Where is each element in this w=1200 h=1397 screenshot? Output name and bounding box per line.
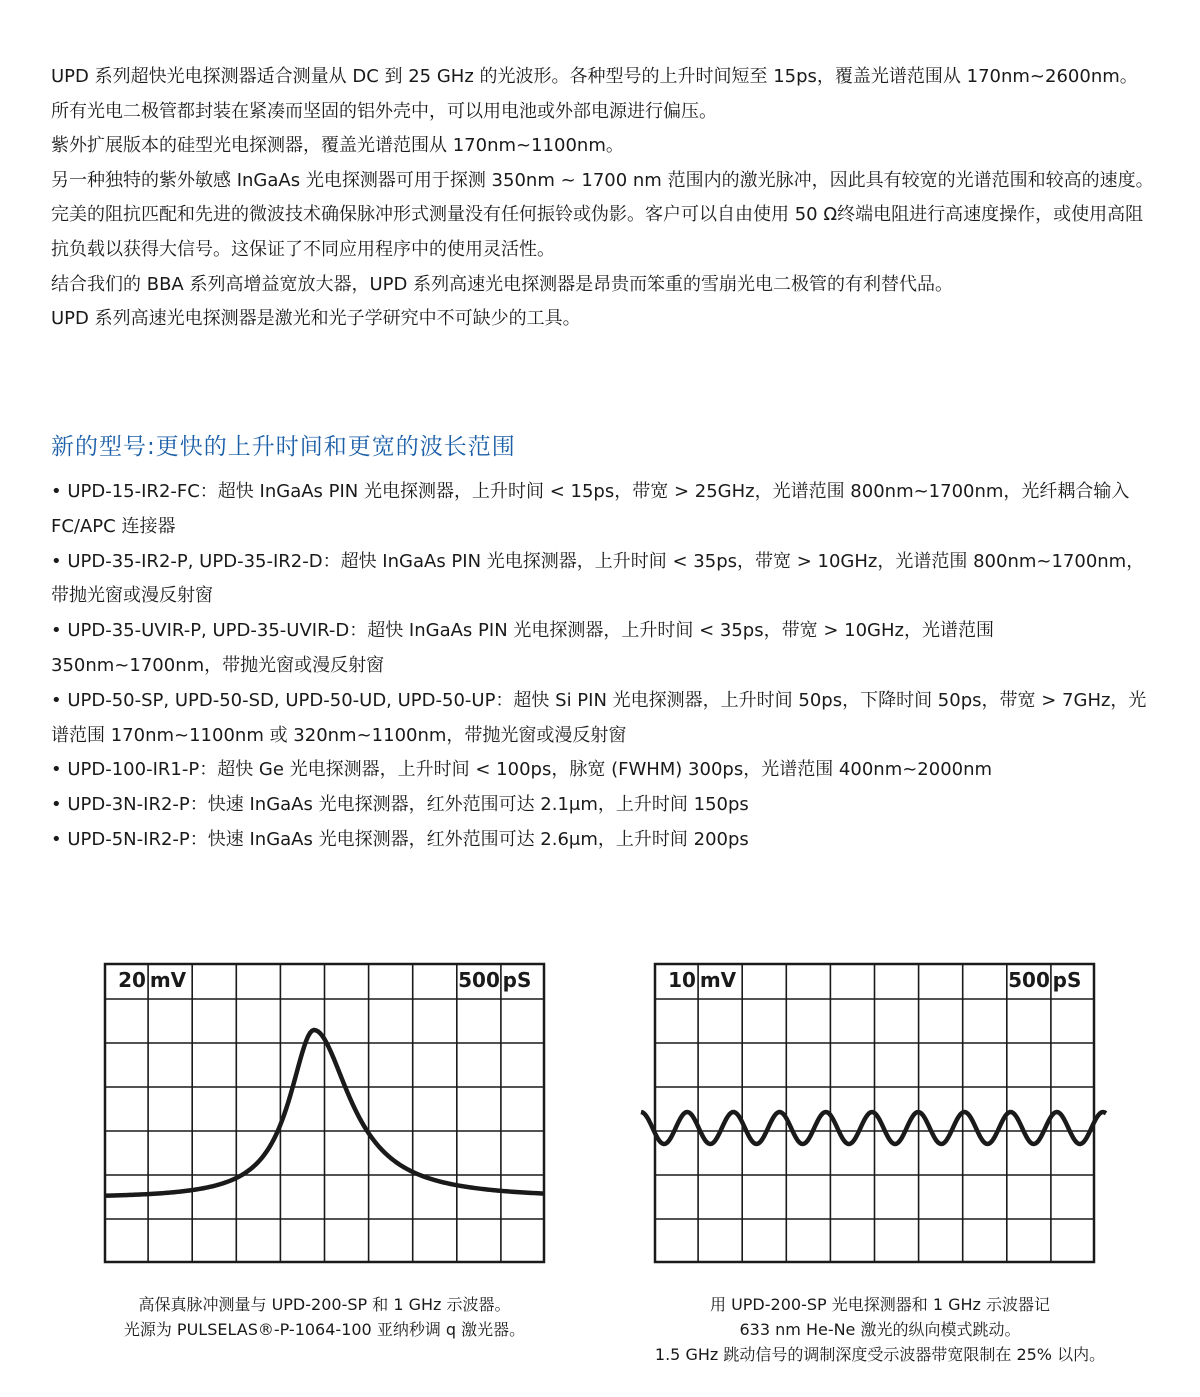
time-div-value: 500 [1008, 968, 1050, 992]
model-item: • UPD-15-IR2-FC：超快 InGaAs PIN 光电探测器，上升时间 < 15ps，带宽 > 25GHz，光谱范围 800nm~1700nm，光纤耦合输入 FC/APC 连接器 [51, 481, 1130, 537]
model-item: • UPD-50-SP, UPD-50-SD, UPD-50-UD, UPD-50-UP：超快 Si PIN 光电探测器，上升时间 50ps，下降时间 50ps，带宽 > 7GHz，光谱范围 170nm~1100nm 或 320nm~1100nm，带抛光窗或漫反射窗 [51, 689, 1147, 746]
model-item: • UPD-3N-IR2-P：快速 InGaAs 光电探测器，红外范围可达 2.1μm，上升时间 150ps [51, 794, 749, 816]
intro-paragraph: 另一种独特的紫外敏感 InGaAs 光电探测器可用于探测 350nm ~ 1700 nm 范围内的激光脉冲，因此具有较宽的光谱范围和较高的速度。 [51, 169, 1154, 191]
volt-div-unit: mV [699, 968, 737, 992]
model-list [51, 475, 1161, 858]
intro-paragraph: 完美的阻抗匹配和先进的微波技术确保脉冲形式测量没有任何振铃或伪影。客户可以自由使用 50 Ω终端电阻进行高速度操作，或使用高阻抗负载以获得大信号。这保证了不同应用程序中的使用灵活性。 [51, 204, 1144, 260]
caption-right [604, 1292, 1156, 1367]
sine-waveform [641, 1112, 1106, 1144]
intro-paragraph: UPD 系列高速光电探测器是激光和光子学研究中不可缺少的工具。 [51, 308, 581, 330]
caption-line: 633 nm He-Ne 激光的纵向模式跳动。 [739, 1320, 1021, 1339]
intro-paragraph: UPD 系列超快光电探测器适合测量从 DC 到 25 GHz 的光波形。各种型号的上升时间短至 15ps，覆盖光谱范围从 170nm~2600nm。 [51, 66, 1138, 87]
oscilloscope-left [104, 963, 545, 1263]
model-item: • UPD-5N-IR2-P：快速 InGaAs 光电探测器，红外范围可达 2.6μm，上升时间 200ps [51, 828, 749, 850]
time-div-unit: pS [1052, 968, 1082, 992]
section-heading: 新的型号:更快的上升时间和更宽的波长范围 [51, 434, 516, 460]
time-div-value: 500 [458, 968, 500, 992]
intro-paragraph: 所有光电二极管都封装在紧凑而坚固的铝外壳中，可以用电池或外部电源进行偏压。 [51, 100, 717, 122]
model-item: • UPD-35-UVIR-P, UPD-35-UVIR-D：超快 InGaAs PIN 光电探测器，上升时间 < 35ps，带宽 > 10GHz，光谱范围 350nm~1700nm，带抛光窗或漫反射窗 [51, 620, 994, 676]
model-item: • UPD-100-IR1-P：超快 Ge 光电探测器，上升时间 < 100ps，脉宽 (FWHM) 300ps，光谱范围 400nm~2000nm [51, 759, 993, 781]
model-item: • UPD-35-IR2-P, UPD-35-IR2-D：超快 InGaAs PIN 光电探测器，上升时间 < 35ps，带宽 > 10GHz，光谱范围 800nm~1700nm，带抛光窗或漫反射窗 [51, 550, 1145, 607]
caption-line: 1.5 GHz 跳动信号的调制深度受示波器带宽限制在 25% 以内。 [654, 1345, 1106, 1364]
caption-line: 用 UPD-200-SP 光电探测器和 1 GHz 示波器记 [709, 1295, 1050, 1314]
caption-left [104, 1292, 545, 1342]
time-div-unit: pS [502, 968, 532, 992]
intro-paragraph: 紫外扩展版本的硅型光电探测器，覆盖光谱范围从 170nm~1100nm。 [51, 135, 624, 157]
volt-div-value: 20 [118, 968, 146, 992]
caption-line: 光源为 PULSELAS®-P-1064-100 亚纳秒调 q 激光器。 [123, 1320, 526, 1339]
volt-div-unit: mV [149, 968, 187, 992]
scope-screen-right [654, 963, 1095, 1263]
intro-section [51, 60, 1161, 337]
oscilloscope-right [654, 963, 1095, 1263]
caption-line: 高保真脉冲测量与 UPD-200-SP 和 1 GHz 示波器。 [138, 1295, 511, 1314]
scope-grid [104, 963, 545, 1263]
scope-screen-left [104, 963, 545, 1263]
volt-div-value: 10 [668, 968, 696, 992]
intro-paragraph: 结合我们的 BBA 系列高增益宽放大器，UPD 系列高速光电探测器是昂贵而笨重的雪崩光电二极管的有利替代品。 [51, 273, 954, 295]
